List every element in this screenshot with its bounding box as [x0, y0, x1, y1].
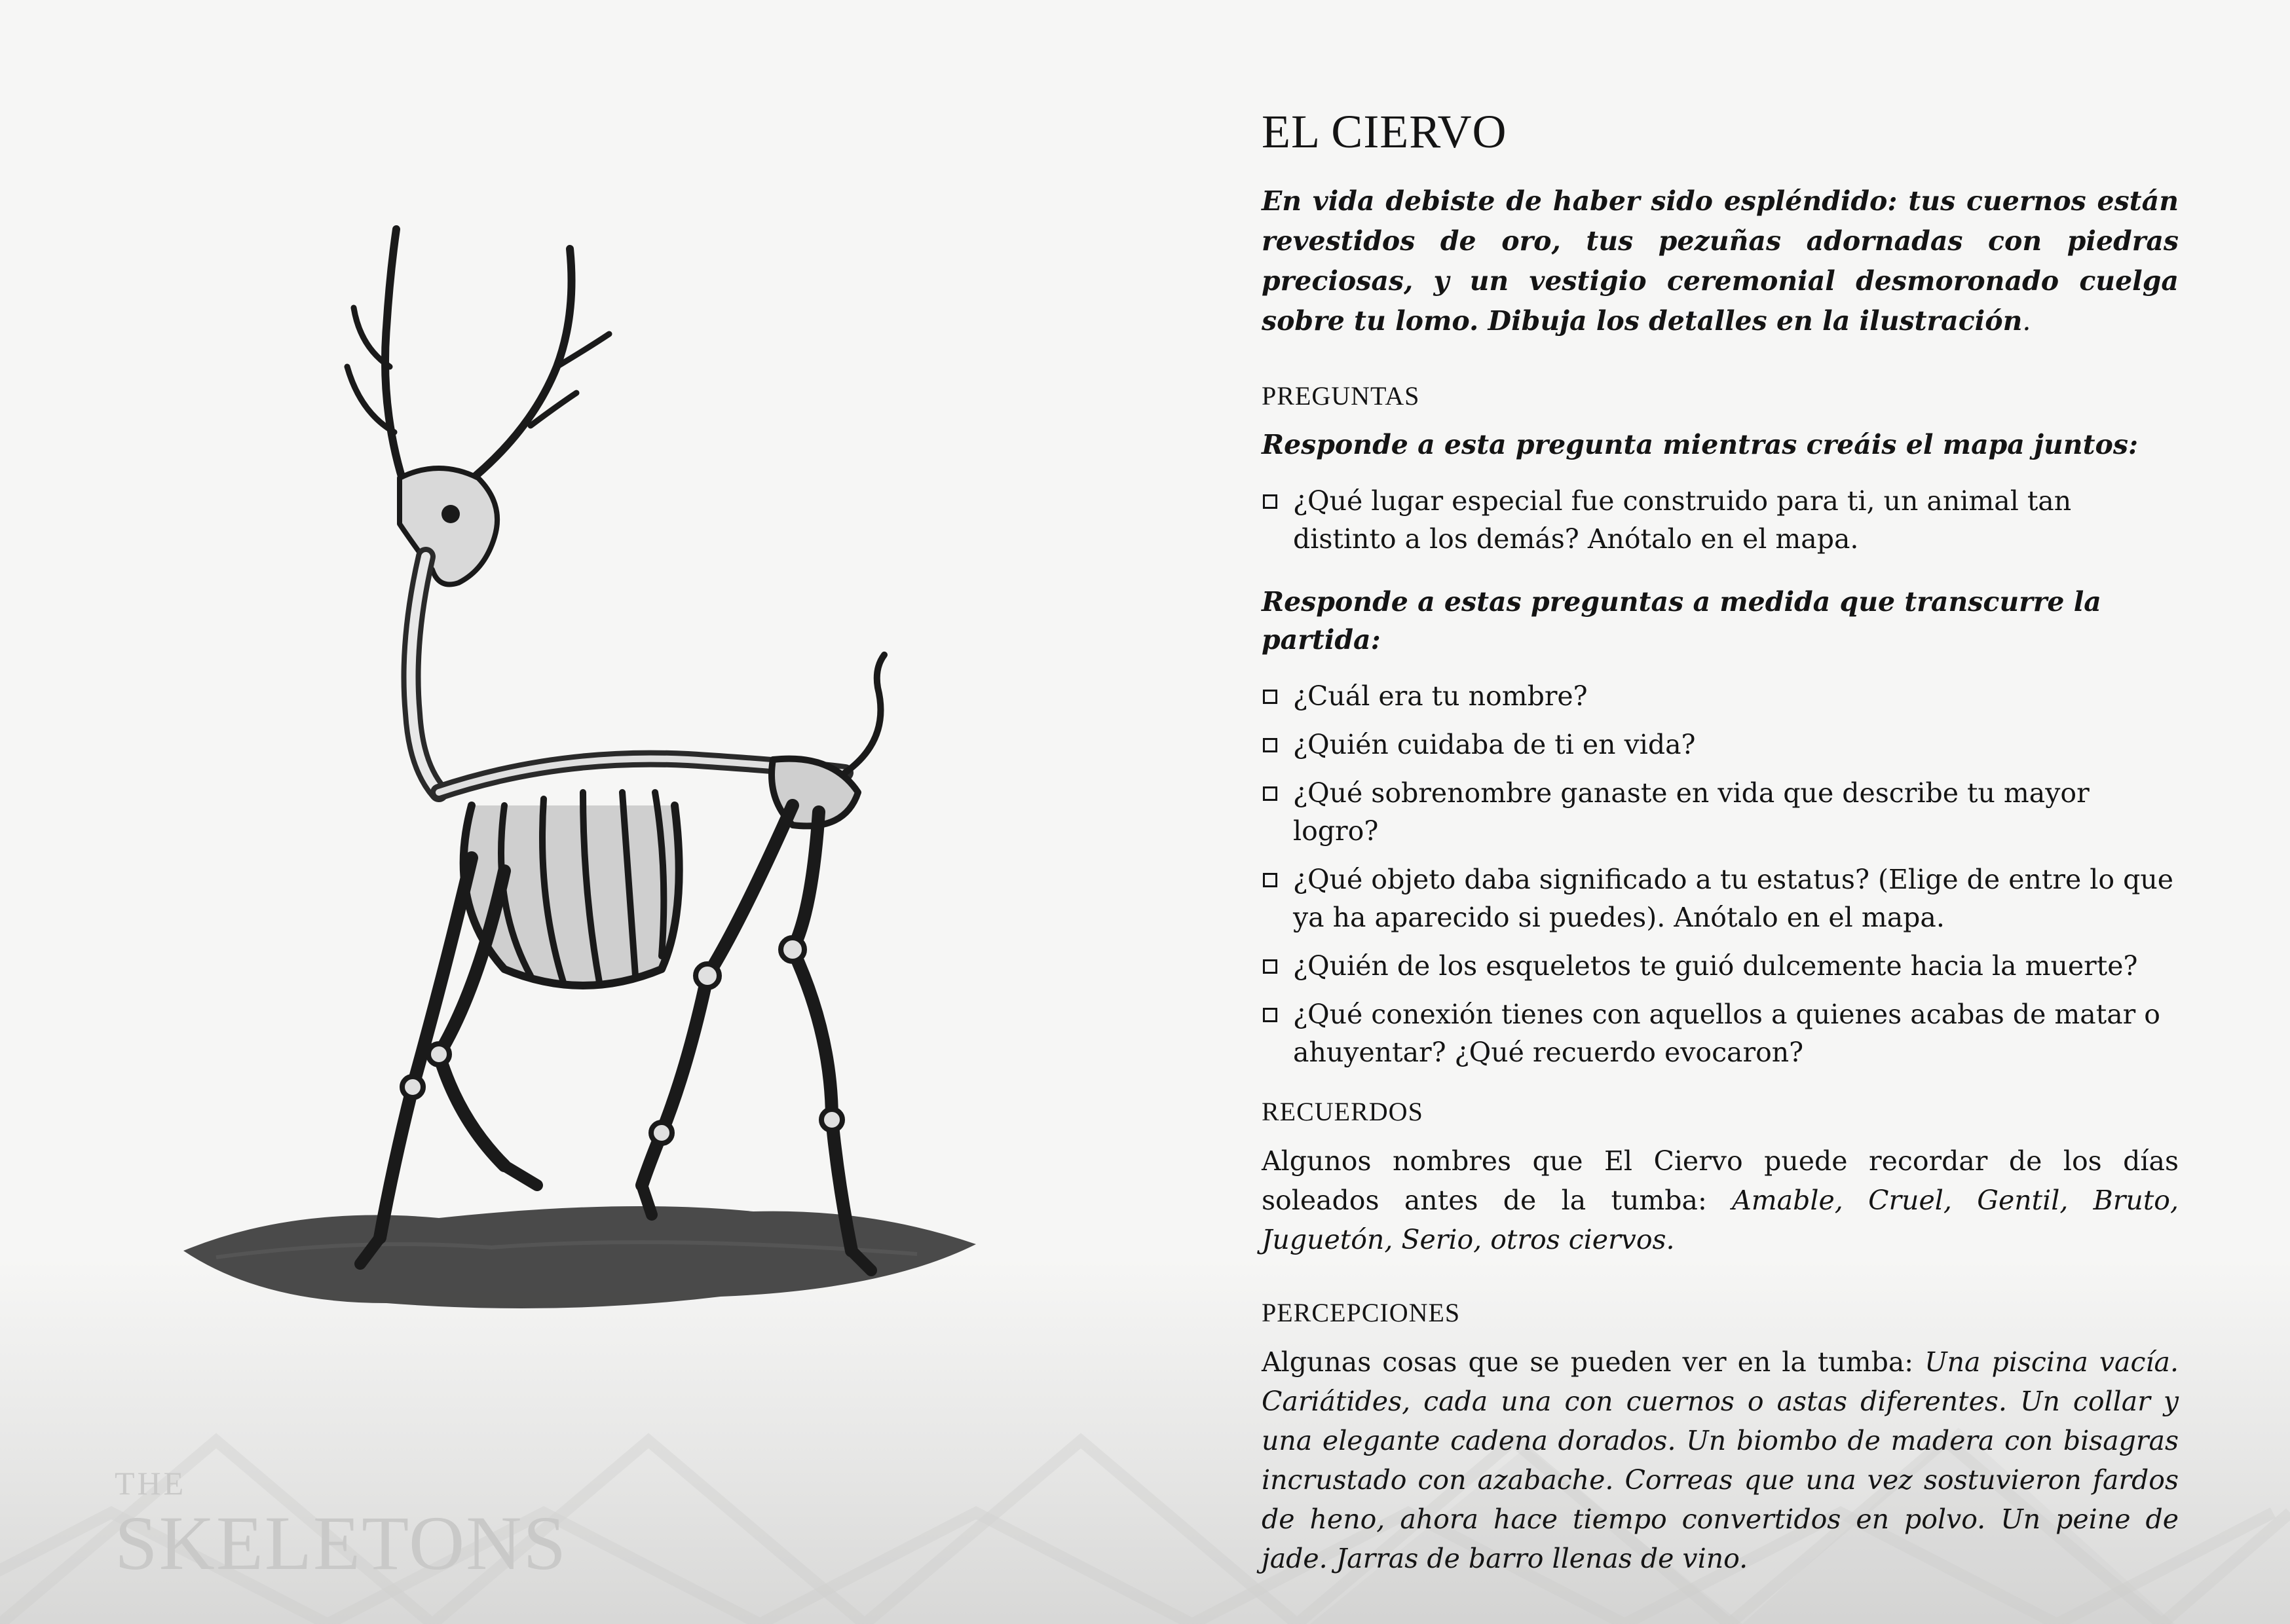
prompt-game: Responde a estas preguntas a medida que transcurre la partida: — [1262, 586, 2101, 655]
list-item — [1262, 726, 2179, 764]
intro-end: . — [2022, 305, 2031, 337]
list-item — [1262, 774, 2179, 850]
percepciones-items: Una piscina vacía. Cariátides, cada una con cuernos o astas diferentes. Un collar y una elegante cadena dorados. Un biombo de madera con bisagras incrustado con azabache. Correas que una vez sostuvieron fardos de heno, ahora hace tiempo convertidos en polvo. Un peine de jade. Jarras de barro llenas de vino. — [1262, 1346, 2179, 1574]
question-text: ¿Quién cuidaba de ti en vida? — [1293, 729, 1696, 760]
deer-skeleton-illustration — [164, 216, 1015, 1342]
content-column — [1262, 105, 2179, 1616]
question-text: ¿Qué objeto daba significado a tu estatus? (Elige de entre lo que ya ha aparecido si puedes). Anótalo en el mapa. — [1293, 864, 2174, 933]
logo-the: THE — [115, 1465, 187, 1502]
question-text: ¿Cuál era tu nombre? — [1293, 680, 1588, 712]
recuerdos-paragraph — [1262, 1141, 2179, 1259]
list-item — [1262, 995, 2179, 1071]
list-item — [1262, 947, 2179, 985]
question-text: ¿Qué sobrenombre ganaste en vida que describe tu mayor logro? — [1293, 777, 2090, 847]
percepciones-text: Algunas cosas que se pueden ver en la tumba: — [1262, 1346, 1925, 1378]
page-title: EL CIERVO — [1262, 105, 1507, 158]
game-question-list — [1262, 677, 2179, 1071]
percepciones-paragraph — [1262, 1342, 2179, 1578]
checkbox-icon[interactable] — [1263, 1008, 1277, 1022]
list-item — [1262, 482, 2179, 558]
percepciones-heading: PERCEPCIONES — [1262, 1298, 1461, 1327]
map-question-list — [1262, 482, 2179, 558]
the-skeletons-logo — [115, 1465, 568, 1586]
recuerdos-heading: RECUERDOS — [1262, 1097, 1423, 1126]
prompt-map: Responde a esta pregunta mientras creáis el mapa juntos: — [1262, 429, 2139, 460]
checkbox-icon[interactable] — [1263, 690, 1277, 704]
logo-skeletons: SKELETONS — [115, 1500, 568, 1586]
list-item — [1262, 860, 2179, 936]
checkbox-icon[interactable] — [1263, 786, 1277, 801]
recuerdos-text: Algunos nombres que El Ciervo puede recordar de los días soleados antes de la tumba: — [1262, 1145, 2179, 1216]
checkbox-icon[interactable] — [1263, 738, 1277, 752]
checkbox-icon[interactable] — [1263, 494, 1277, 509]
question-text: ¿Quién de los esqueletos te guió dulcemente hacia la muerte? — [1293, 950, 2138, 982]
intro-paragraph — [1262, 181, 2179, 341]
question-text: ¿Qué conexión tienes con aquellos a quienes acabas de matar o ahuyentar? ¿Qué recuerdo evocaron? — [1293, 999, 2160, 1068]
list-item — [1262, 677, 2179, 715]
question-text: ¿Qué lugar especial fue construido para ti, un animal tan distinto a los demás? Anótalo en el mapa. — [1293, 485, 2072, 555]
checkbox-icon[interactable] — [1263, 959, 1277, 974]
checkbox-icon[interactable] — [1263, 873, 1277, 887]
recuerdos-names: Amable, Cruel, Gentil, Bruto, Juguetón, Serio, otros ciervos. — [1262, 1185, 2179, 1255]
intro-text: En vida debiste de haber sido espléndido: tus cuernos están revestidos de oro, tus pezuñas adornadas con piedras preciosas, y un vestigio ceremonial desmoronado cuelga sobre tu lomo. Dibuja los detalles en la ilustración — [1262, 185, 2179, 337]
preguntas-heading: PREGUNTAS — [1262, 381, 1420, 411]
